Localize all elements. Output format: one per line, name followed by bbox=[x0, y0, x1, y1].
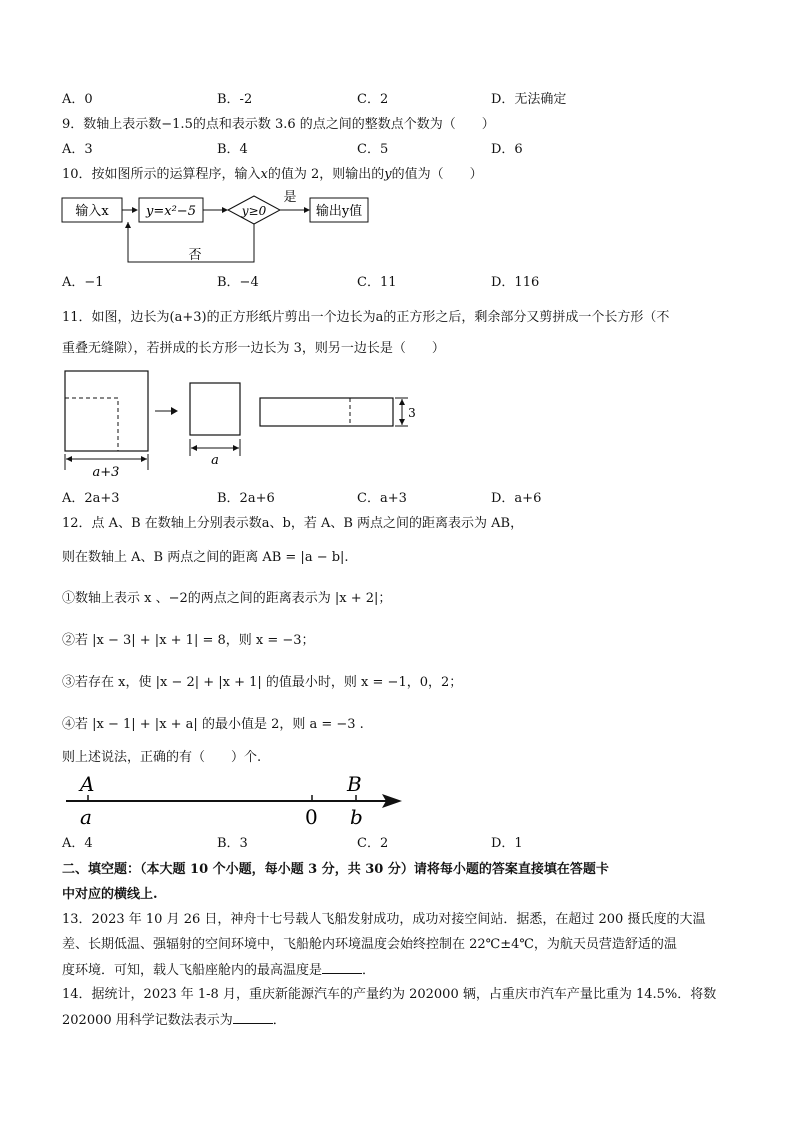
q12-option-c: C．2 bbox=[357, 836, 389, 851]
q12-statement-2: ②若 |x − 3| + |x + 1| = 8，则 x = −3； bbox=[62, 633, 315, 648]
q11-option-d: D．a+6 bbox=[491, 491, 542, 506]
q9-stem: 9．数轴上表示数−1.5的点和表示数 3.6 的点之间的整数点个数为（ ） bbox=[62, 117, 495, 132]
point-b-value: b bbox=[350, 805, 363, 829]
q12-option-b: B．3 bbox=[217, 836, 248, 851]
flow-formula-label: y=x²−5 bbox=[146, 204, 196, 219]
q10-option-a: A．−1 bbox=[62, 275, 104, 290]
q13-line3: 度环境．可知，载人飞船座舱内的最高温度是 ． bbox=[62, 963, 376, 978]
small-square bbox=[190, 383, 240, 435]
rectangle-side-label: 3 bbox=[408, 406, 416, 420]
q13-line1: 13．2023 年 10 月 26 日，神舟十七号载人飞船发射成功，成功对接空间站．据悉，在超过 200 摄氏度的大温 bbox=[62, 912, 706, 927]
flow-output-label: 输出y值 bbox=[315, 204, 363, 219]
q8-option-b: B．-2 bbox=[217, 92, 253, 107]
q9-option-c: C．5 bbox=[357, 142, 389, 157]
section2-heading-line2: 中对应的横线上. bbox=[62, 887, 158, 902]
rectangle bbox=[260, 398, 393, 426]
q12-statement-1: ①数轴上表示 x 、−2的两点之间的距离表示为 |x + 2|； bbox=[62, 591, 392, 606]
q12-option-a: A．4 bbox=[62, 836, 93, 851]
q12-number-line bbox=[60, 768, 410, 830]
origin-label: 0 bbox=[305, 805, 318, 829]
q8-option-c: C．2 bbox=[357, 92, 389, 107]
q14-line1: 14．据统计，2023 年 1-8 月，重庆新能源汽车的产量约为 202000 辆，占重庆市汽车产量比重为 14.5%．将数 bbox=[62, 987, 717, 1002]
section2-heading-line1: 二、填空题：（本大题 10 个小题，每小题 3 分，共 30 分）请将每小题的答案直接填在答题卡 bbox=[62, 862, 609, 877]
q9-option-b: B．4 bbox=[217, 142, 248, 157]
cut-line bbox=[65, 398, 118, 451]
q13-line2: 差、长期低温、强辐射的空间环境中，飞船舱内环境温度会始终控制在 22℃±4℃，为航天员营造舒适的温 bbox=[62, 937, 677, 952]
q14-answer-blank[interactable] bbox=[233, 1011, 273, 1024]
q11-option-b: B．2a+6 bbox=[217, 491, 275, 506]
q9-option-a: A．3 bbox=[62, 142, 93, 157]
flow-input-label: 输入x bbox=[75, 204, 109, 219]
q8-option-a: A．0 bbox=[62, 92, 93, 107]
q11-stem-line1: 11．如图，边长为(a+3)的正方形纸片剪出一个边长为a的正方形之后，剩余部分又剪拼成一个长方形（不 bbox=[62, 310, 670, 325]
q10-option-d: D．116 bbox=[491, 275, 540, 290]
q11-option-c: C．a+3 bbox=[357, 491, 407, 506]
q12-statement-3: ③若存在 x，使 |x − 2| + |x + 1| 的值最小时，则 x = −1，0，2； bbox=[62, 675, 463, 690]
q9-option-d: D．6 bbox=[491, 142, 523, 157]
flow-yes-label: 是 bbox=[283, 190, 297, 205]
flow-no-label: 否 bbox=[188, 248, 202, 263]
flow-condition-label: y≥0 bbox=[241, 204, 267, 218]
q10-flowchart bbox=[60, 186, 380, 268]
q12-line2: 则在数轴上 A、B 两点之间的距离 AB = |a − b|. bbox=[62, 550, 349, 565]
q10-option-c: C．11 bbox=[357, 275, 397, 290]
q14-line2: 202000 用科学记数法表示为 ． bbox=[62, 1013, 286, 1028]
point-a-value: a bbox=[80, 805, 92, 829]
q11-option-a: A．2a+3 bbox=[62, 491, 120, 506]
q11-stem-line2: 重叠无缝隙），若拼成的长方形一边长为 3，则另一边长是（ ） bbox=[62, 341, 445, 356]
q11-figure bbox=[60, 366, 420, 480]
big-square-label: a+3 bbox=[92, 465, 120, 480]
point-a-label: A bbox=[80, 772, 95, 796]
q8-option-d: D．无法确定 bbox=[491, 92, 567, 107]
q13-answer-blank[interactable] bbox=[322, 961, 362, 974]
q12-statement-4: ④若 |x − 1| + |x + a| 的最小值是 2，则 a = −3 . bbox=[62, 717, 364, 732]
point-b-label: B bbox=[347, 772, 362, 796]
q10-option-b: B．−4 bbox=[217, 275, 259, 290]
q12-ask: 则上述说法，正确的有（ ）个. bbox=[62, 750, 262, 765]
q10-stem: 10．按如图所示的运算程序，输入x的值为 2，则输出的y的值为（ ） bbox=[62, 167, 483, 182]
small-square-label: a bbox=[211, 453, 219, 468]
q12-line1: 12．点 A、B 在数轴上分别表示数a、b，若 A、B 两点之间的距离表示为 AB， bbox=[62, 516, 524, 531]
big-square bbox=[65, 371, 148, 451]
q12-option-d: D．1 bbox=[491, 836, 523, 851]
